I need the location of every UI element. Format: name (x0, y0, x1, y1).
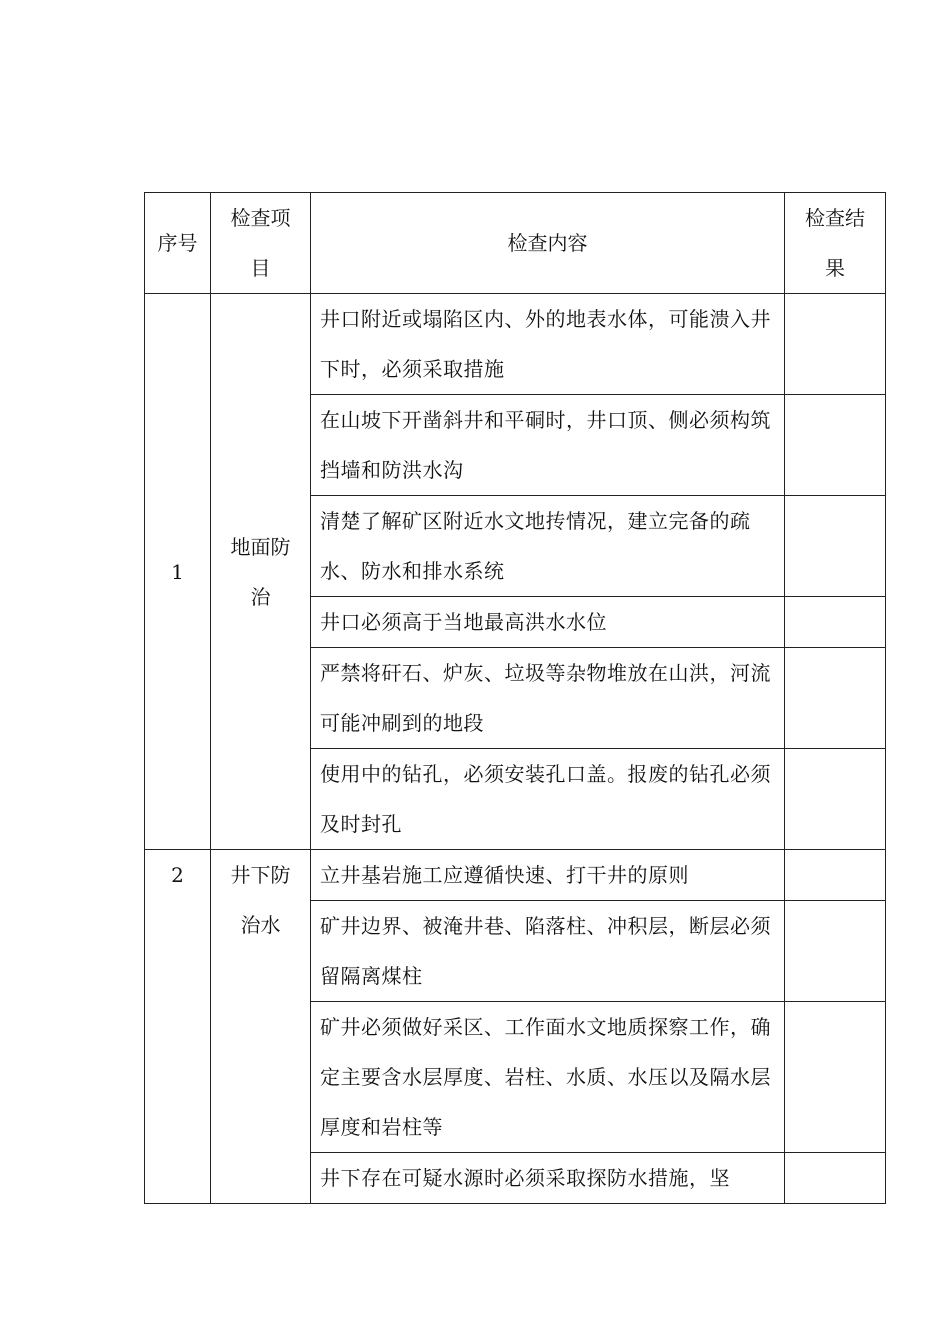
header-result (785, 193, 886, 294)
row-content (311, 496, 785, 597)
header-seq-label: 序号 (157, 231, 198, 255)
row-result (785, 496, 886, 597)
header-content (311, 193, 785, 294)
group-seq (145, 294, 211, 850)
row-result (785, 749, 886, 850)
row-result (785, 648, 886, 749)
row-result (785, 1002, 886, 1153)
row-content-text: 井下存在可疑水源时必须采取探防水措施，坚 (320, 1166, 730, 1190)
table-row (145, 294, 886, 395)
group-seq-label: 2 (171, 863, 184, 887)
row-result (785, 1153, 886, 1204)
row-content (311, 597, 785, 648)
header-seq (145, 193, 211, 294)
table-header-row (145, 193, 886, 294)
group-item-label: 地面防治 (230, 534, 291, 609)
group-seq-label: 1 (171, 559, 184, 584)
row-content-text: 井口必须高于当地最高洪水水位 (320, 610, 607, 634)
row-content-text: 矿井必须做好采区、工作面水文地质探察工作，确定主要含水层厚度、岩柱、水质、水压以及隔水层厚度和岩柱等 (320, 1015, 771, 1139)
row-result (785, 901, 886, 1002)
row-content-text: 矿井边界、被淹井巷、陷落柱、冲积层，断层必须留隔离煤柱 (320, 914, 771, 988)
header-item-label: 检查项目 (230, 206, 291, 280)
row-result (785, 850, 886, 901)
row-content-text: 立井基岩施工应遵循快速、打干井的原则 (320, 863, 689, 887)
row-content-text: 使用中的钻孔，必须安装孔口盖。报废的钻孔必须及时封孔 (320, 762, 771, 836)
group-seq (145, 850, 211, 1204)
table-row (145, 850, 886, 901)
row-content (311, 1002, 785, 1153)
row-content (311, 749, 785, 850)
row-content-text: 井口附近或塌陷区内、外的地表水体，可能溃入井下时，必须采取措施 (320, 307, 771, 381)
row-content-text: 清楚了解矿区附近水文地抟情况，建立完备的疏水、防水和排水系统 (320, 509, 751, 583)
row-result (785, 395, 886, 496)
row-result (785, 294, 886, 395)
row-content (311, 901, 785, 1002)
row-content (311, 294, 785, 395)
header-item (211, 193, 311, 294)
row-content-text: 严禁将矸石、炉灰、垃圾等杂物堆放在山洪，河流可能冲刷到的地段 (320, 661, 771, 735)
inspection-table (144, 192, 886, 1204)
header-result-label: 检查结果 (805, 206, 865, 280)
row-content (311, 395, 785, 496)
group-item-label: 井下防治水 (230, 863, 291, 937)
group-item (211, 294, 311, 850)
row-content-text: 在山坡下开凿斜井和平硐时，井口顶、侧必须构筑挡墙和防洪水沟 (320, 408, 771, 482)
header-content-label: 检查内容 (507, 231, 588, 255)
group-item (211, 850, 311, 1204)
row-content (311, 850, 785, 901)
row-content (311, 1153, 785, 1204)
row-result (785, 597, 886, 648)
row-content (311, 648, 785, 749)
